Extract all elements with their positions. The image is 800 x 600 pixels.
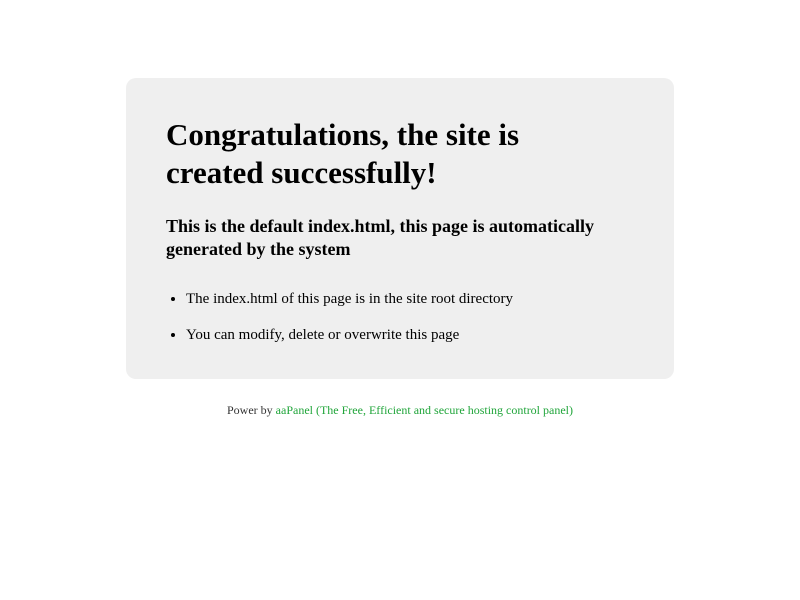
list-item: • The index.html of this page is in the site root directory: [186, 289, 634, 309]
page-title: Congratulations, the site is created successfully!: [166, 117, 520, 190]
footer-prefix: Power by: [227, 403, 276, 417]
aapanel-link[interactable]: aaPanel (The Free, Efficient and secure hosting control panel): [275, 403, 573, 417]
footer: [0, 401, 800, 419]
message-card: [126, 78, 674, 379]
page-subtitle: This is the default index.html, this page is automatically generated by the system: [166, 216, 595, 259]
list-item: • You can modify, delete or overwrite this page: [186, 325, 634, 345]
info-list: [166, 289, 634, 345]
